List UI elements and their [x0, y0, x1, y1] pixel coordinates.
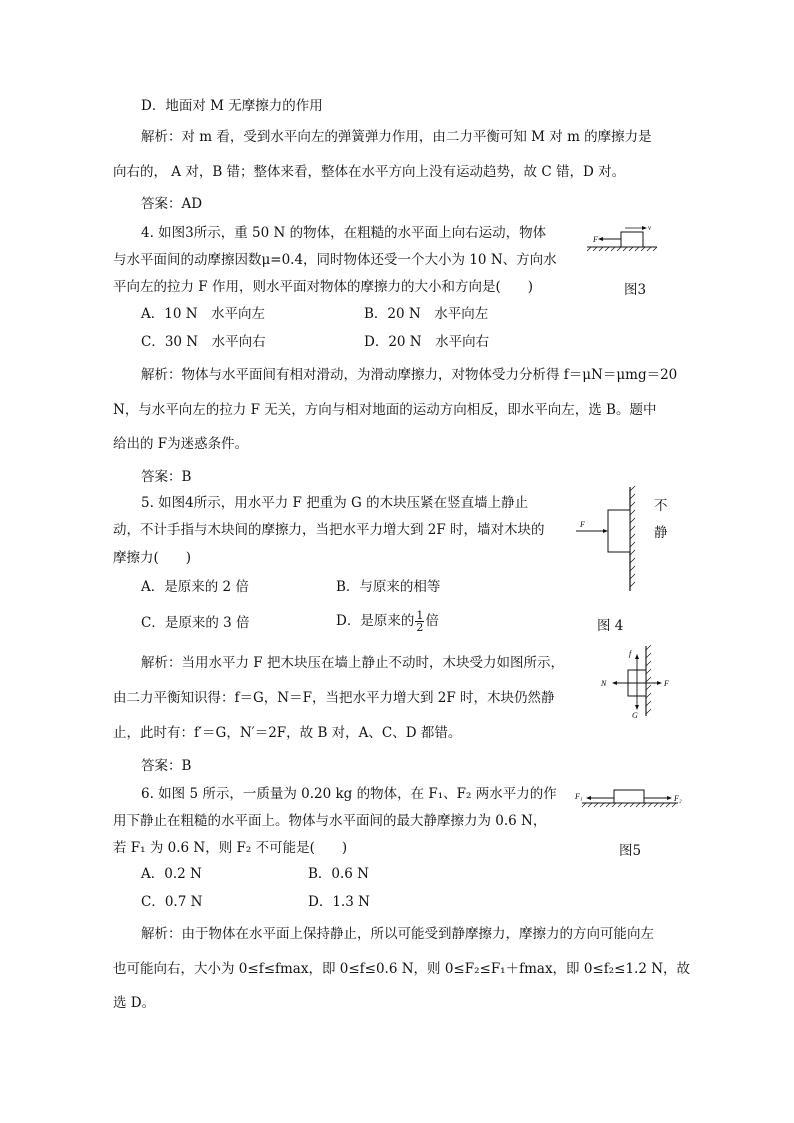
f2-arrowhead [667, 796, 672, 800]
q4-stem-line-3: 平向左的拉力 F 作用，则水平面对物体的摩擦力的大小和方向是( ) [113, 279, 533, 295]
wall-hatch [630, 486, 635, 587]
block [614, 790, 644, 803]
force-arrowhead [603, 529, 608, 533]
q3-analysis-line-1: 解析：对 m 看，受到水平向左的弹簧弹力作用，由二力平衡可知 M 对 m 的摩擦力是 [141, 129, 652, 145]
q6-stem-line-2: 用下静止在粗糙的水平面上。物体与水平面间的最大静摩擦力为 0.6 N， [113, 813, 547, 829]
q6-figure [574, 786, 690, 812]
wall-hatch [646, 645, 651, 714]
q6-option-d: D．1.3 N [308, 894, 370, 910]
normal-arrowhead [612, 681, 617, 685]
weight-label: G [632, 711, 638, 718]
q6-option-c: C．0.7 N [141, 894, 203, 910]
velocity-label: v [648, 224, 652, 232]
q5-stem-tail-1: 不 [654, 498, 668, 514]
normal-label: N [601, 679, 607, 688]
force-label: F [593, 235, 598, 244]
velocity-arrowhead [642, 226, 647, 230]
q5-analysis-line-2: 由二力平衡知识得：f＝G，N＝F，当把水平力增大到 2F 时，木块仍然静 [113, 690, 555, 706]
q4-stem-line-1: 4. 如图3所示，重 50 N 的物体，在粗糙的水平面上向右运动，物体 [141, 225, 547, 241]
q5-option-b: B．与原来的相等 [336, 579, 441, 595]
q5-analysis-line-3: 止，此时有：f′＝G，N′＝2F，故 B 对，A、C、D 都错。 [113, 725, 462, 741]
q5-option-d-prefix: D．是原来的 [336, 613, 415, 629]
q3-answer: 答案：AD [141, 196, 203, 212]
q5-answer: 答案：B [141, 758, 192, 774]
q6-stem-line-1: 6. 如图 5 所示，一质量为 0.20 kg 的物体，在 F₁、F₂ 两水平力的作 [141, 786, 557, 802]
q5-option-c: C．是原来的 3 倍 [141, 615, 250, 631]
fraction-numerator: 1 [416, 609, 424, 622]
q5-figure [574, 485, 644, 595]
q4-answer: 答案：B [141, 469, 192, 485]
force-arrowhead [598, 237, 603, 241]
ground-hatch [587, 247, 657, 251]
q6-figure-label: 图5 [619, 843, 642, 859]
q5-figure-label: 图 4 [597, 618, 624, 634]
q4-figure-label: 图3 [624, 282, 647, 298]
q5-stem-line-2: 动，不计手指与木块间的摩擦力，当把水平力增大到 2F 时，墙对木块的 [113, 522, 545, 538]
ground-hatch [582, 803, 676, 807]
f1-label: F₁ [575, 792, 583, 801]
q5-free-body-diagram [596, 644, 678, 718]
q4-analysis-line-1: 解析：物体与水平面间有相对滑动，为滑动摩擦力，对物体受力分析得 f＝μN＝μmg＝20 [141, 367, 678, 383]
q4-analysis-line-3: 给出的 F为迷惑条件。 [113, 436, 249, 452]
q4-stem-line-2: 与水平面间的动摩擦因数μ=0.4，同时物体还受一个大小为 10 N、方向水 [113, 252, 557, 268]
one-half-fraction [415, 610, 424, 633]
q3-option-d: D．地面对 M 无摩擦力的作用 [141, 98, 323, 114]
q5-option-d-suffix: 倍 [425, 613, 439, 629]
q5-stem-line-3: 摩擦力( ) [113, 550, 192, 566]
f2-label: F₂ [674, 794, 682, 803]
q6-analysis-line-3: 选 D。 [113, 995, 156, 1011]
q3-analysis-line-2: 向右的， A 对，B 错；整体来看，整体在水平方向上没有运动趋势，故 C 错，D 对。 [113, 164, 626, 180]
block [621, 232, 643, 247]
q5-stem-tail-2: 静 [654, 525, 668, 541]
block [608, 510, 630, 552]
q4-option-d: D．20 N 水平向右 [364, 334, 490, 350]
weight-arrowhead [635, 705, 639, 710]
q6-analysis-line-1: 解析：由于物体在水平面上保持静止，所以可能受到静摩擦力，摩擦力的方向可能向左 [141, 926, 654, 942]
q4-option-b: B．20 N 水平向左 [364, 306, 489, 322]
applied-arrowhead [657, 681, 662, 685]
friction-label: f [629, 649, 632, 658]
q4-analysis-line-2: N，与水平向左的拉力 F 无关，方向与相对地面的运动方向相反，即水平向左，选 B。题中 [113, 402, 657, 418]
applied-label: F [664, 679, 669, 688]
q5-analysis-line-1: 解析：当用水平力 F 把木块压在墙上静止不动时，木块受力如图所示， [141, 655, 564, 671]
q6-stem-line-3: 若 F₁ 为 0.6 N，则 F₂ 不可能是( ) [113, 840, 348, 856]
q5-option-a: A．是原来的 2 倍 [141, 579, 249, 595]
q6-analysis-line-2: 也可能向右，大小为 0≤f≤fmax，即 0≤f≤0.6 N，则 0≤F₂≤F₁＋fmax，即 0≤f₂≤1.2 N，故 [113, 961, 691, 977]
friction-arrowhead [635, 654, 639, 659]
f1-arrowhead [586, 796, 591, 800]
force-label: F [580, 520, 585, 529]
q5-stem-line-1: 5. 如图4所示，用水平力 F 把重为 G 的木块压紧在竖直墙上静止 [141, 495, 529, 511]
q6-option-b: B．0.6 N [308, 866, 369, 882]
fraction-denominator: 2 [416, 621, 424, 634]
q6-option-a: A．0.2 N [141, 866, 202, 882]
q4-option-a: A．10 N 水平向左 [141, 306, 266, 322]
q4-option-c: C．30 N 水平向右 [141, 334, 266, 350]
q4-figure [585, 221, 660, 253]
q5-option-d [336, 606, 439, 636]
